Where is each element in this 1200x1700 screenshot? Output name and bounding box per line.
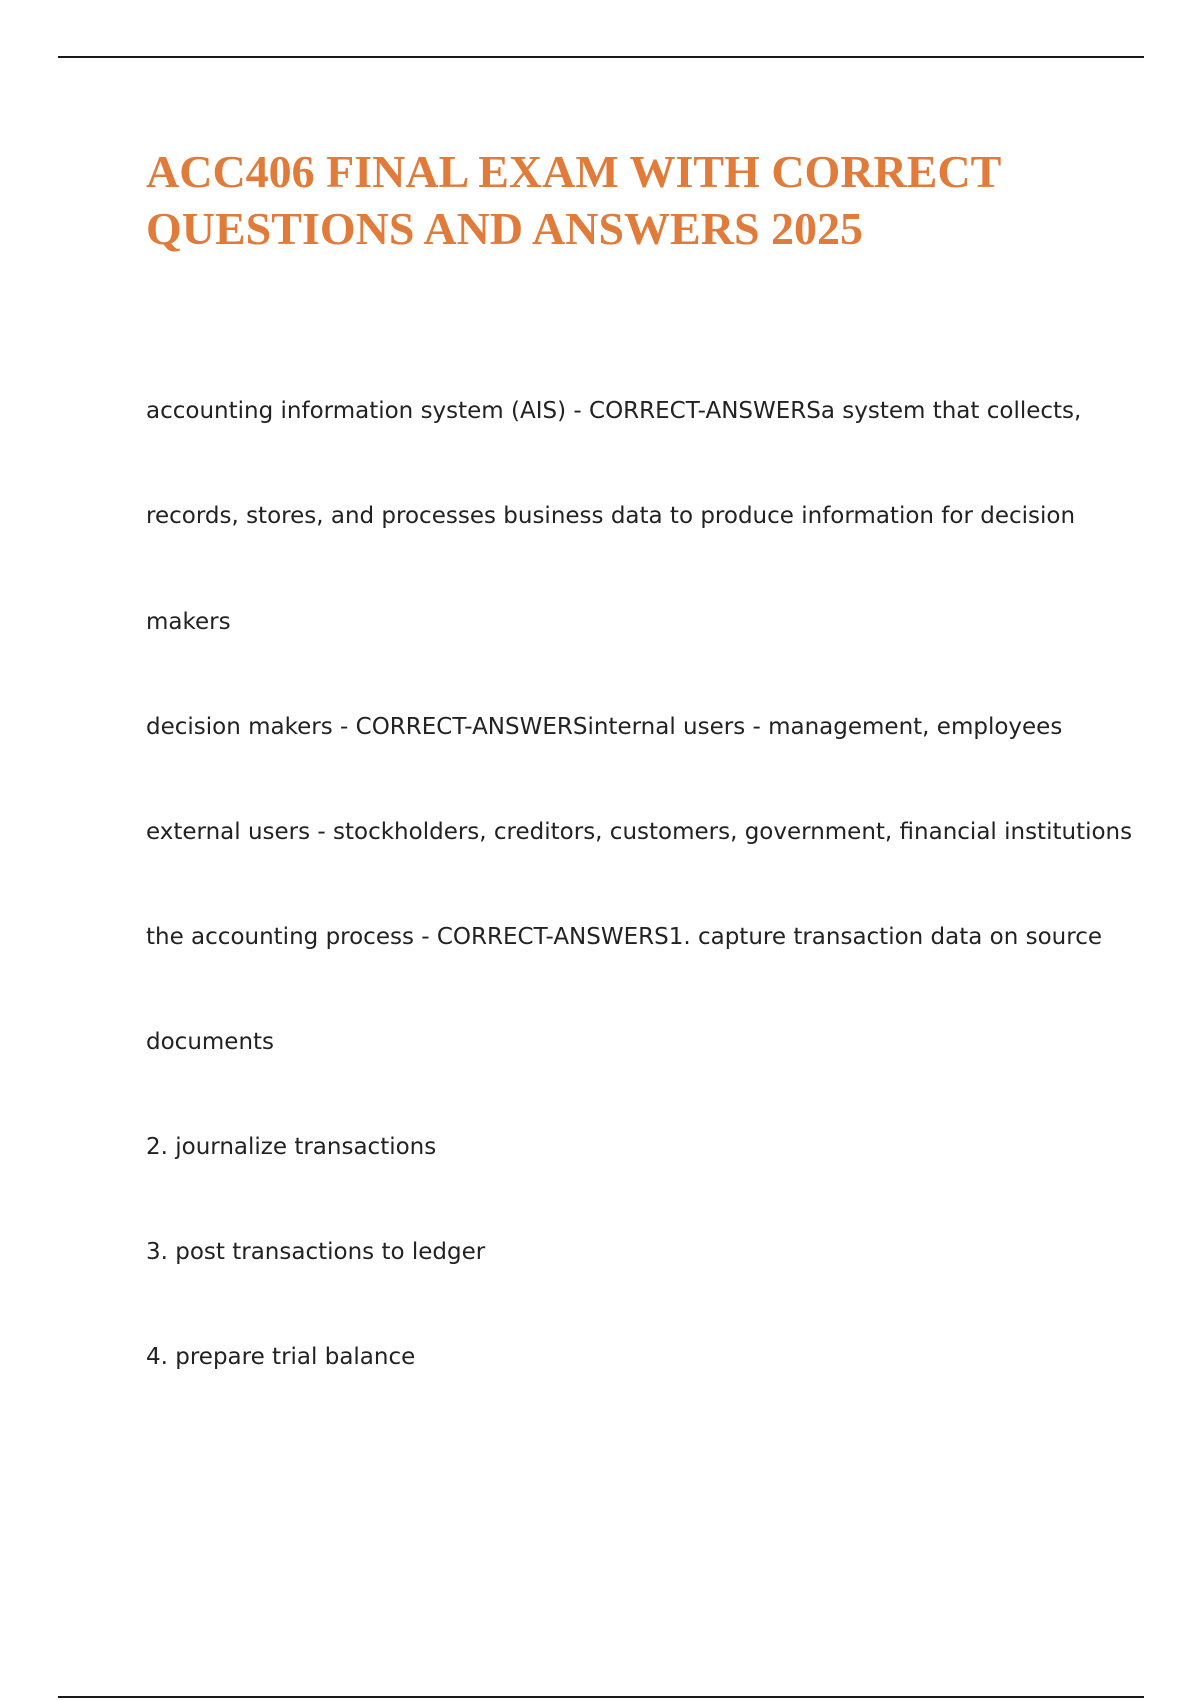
text-line: makers (146, 609, 231, 635)
title-line-1: ACC406 FINAL EXAM WITH CORRECT (146, 146, 1002, 197)
text-line: accounting information system (AIS) - CORRECT-ANSWERSa system that collects, (146, 398, 1082, 424)
text-line: documents (146, 1029, 275, 1055)
text-line: records, stores, and processes business data to produce information for decision (146, 503, 1076, 529)
bottom-divider (58, 1696, 1144, 1698)
top-divider (58, 56, 1144, 58)
text-line: 2. journalize transactions (146, 1134, 437, 1160)
title-line-2: QUESTIONS AND ANSWERS 2025 (146, 203, 864, 254)
text-line: decision makers - CORRECT-ANSWERSinternal users - management, employees (146, 714, 1063, 740)
text-line: the accounting process - CORRECT-ANSWERS1. capture transaction data on source (146, 924, 1103, 950)
text-line: 3. post transactions to ledger (146, 1239, 486, 1265)
text-line: external users - stockholders, creditors, customers, government, financial institutions (146, 819, 1133, 845)
text-line: 4. prepare trial balance (146, 1344, 416, 1370)
page-title (146, 143, 1106, 257)
